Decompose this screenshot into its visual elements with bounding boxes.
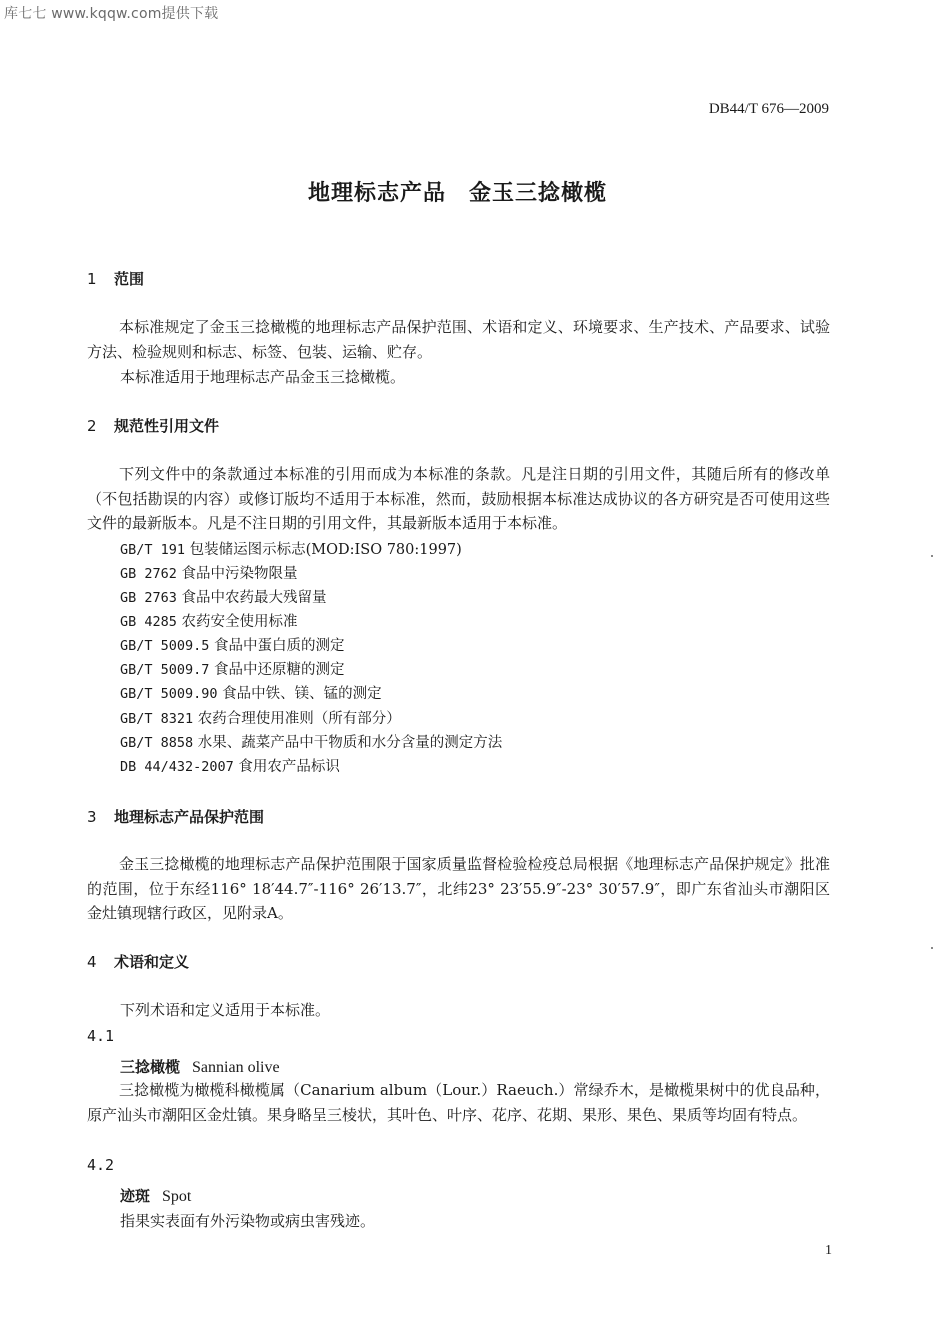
term-chinese: 迹斑 bbox=[120, 1187, 151, 1205]
section-4-intro: 下列术语和定义适用于本标准。 bbox=[120, 1001, 331, 1019]
reference-item: DB 44/432-2007 食用农产品标识 bbox=[120, 759, 340, 775]
scan-speck bbox=[931, 947, 933, 949]
section-1-heading bbox=[87, 268, 144, 289]
section-3-heading bbox=[87, 806, 264, 827]
standard-code: DB44/T 676—2009 bbox=[708, 101, 829, 117]
section-2-paragraph-1: 下列文件中的条款通过本标准的引用而成为本标准的条款。凡是注日期的引用文件，其随后所有的修改单（不包括勘误的内容）或修订版均不适用于本标准，然而，鼓励根据本标准达成协议的各方研究是否可使用这些文件的最新版本。凡是不注日期的引用文件，其最新版本适用于本标准。 bbox=[87, 465, 830, 532]
scan-speck bbox=[931, 555, 933, 557]
term-english: Spot bbox=[162, 1188, 192, 1205]
term-chinese: 三捻橄榄 bbox=[120, 1058, 181, 1076]
term-4-1-definition: 三捻橄榄为橄榄科橄榄属（Canarium album（Lour.）Raeuch.）常绿乔木，是橄榄果树中的优良品种，原产汕头市潮阳区金灶镇。果身略呈三棱状，其叶色、叶序、花序、花期、果形、果色、果质等均固有特点。 bbox=[87, 1081, 830, 1124]
reference-item: GB/T 191 包装储运图示标志(MOD:ISO 780:1997) bbox=[120, 542, 462, 558]
term-4-1 bbox=[120, 1056, 280, 1077]
term-number: 4.2 bbox=[87, 1156, 115, 1174]
reference-item: GB/T 8858 水果、蔬菜产品中干物质和水分含量的测定方法 bbox=[120, 735, 503, 751]
section-title: 规范性引用文件 bbox=[114, 417, 220, 435]
page-title: 地理标志产品 金玉三捻橄榄 bbox=[307, 181, 607, 206]
section-number: 2 bbox=[87, 417, 97, 435]
section-1-paragraph-2: 本标准适用于地理标志产品金玉三捻橄榄。 bbox=[120, 368, 406, 386]
section-4-heading bbox=[87, 951, 189, 972]
reference-item: GB 4285 农药安全使用标准 bbox=[120, 614, 298, 630]
section-title: 术语和定义 bbox=[114, 953, 190, 971]
term-4-2-definition: 指果实表面有外污染物或病虫害残迹。 bbox=[120, 1212, 376, 1230]
section-title: 地理标志产品保护范围 bbox=[114, 808, 265, 826]
section-2-heading bbox=[87, 415, 219, 436]
watermark: 库七七 www.kqqw.com提供下载 bbox=[4, 6, 219, 22]
reference-item: GB 2762 食品中污染物限量 bbox=[120, 566, 298, 582]
reference-item: GB 2763 食品中农药最大残留量 bbox=[120, 590, 327, 606]
section-1-paragraph-1: 本标准规定了金玉三捻橄榄的地理标志产品保护范围、术语和定义、环境要求、生产技术、产品要求、试验方法、检验规则和标志、标签、包装、运输、贮存。 bbox=[87, 318, 830, 361]
reference-item: GB/T 5009.5 食品中蛋白质的测定 bbox=[120, 638, 345, 654]
section-3-paragraph-1: 金玉三捻橄榄的地理标志产品保护范围限于国家质量监督检验检疫总局根据《地理标志产品保护规定》批准的范围，位于东经116° 18′44.7″-116° 26′13.7″，北纬23° 23′55.9″-23° 30′57.9″，即广东省汕头市潮阳区金灶镇现辖行政区，见附录A。 bbox=[87, 855, 830, 922]
section-number: 3 bbox=[87, 808, 97, 826]
reference-item: GB/T 8321 农药合理使用准则（所有部分） bbox=[120, 711, 401, 727]
section-number: 4 bbox=[87, 953, 97, 971]
page-number: 1 bbox=[825, 1243, 832, 1258]
reference-item: GB/T 5009.90 食品中铁、镁、锰的测定 bbox=[120, 686, 382, 702]
section-title: 范围 bbox=[114, 270, 145, 288]
term-english: Sannian olive bbox=[192, 1059, 280, 1076]
term-number: 4.1 bbox=[87, 1027, 115, 1045]
reference-item: GB/T 5009.7 食品中还原糖的测定 bbox=[120, 662, 345, 678]
term-4-2 bbox=[120, 1185, 191, 1206]
section-number: 1 bbox=[87, 270, 97, 288]
